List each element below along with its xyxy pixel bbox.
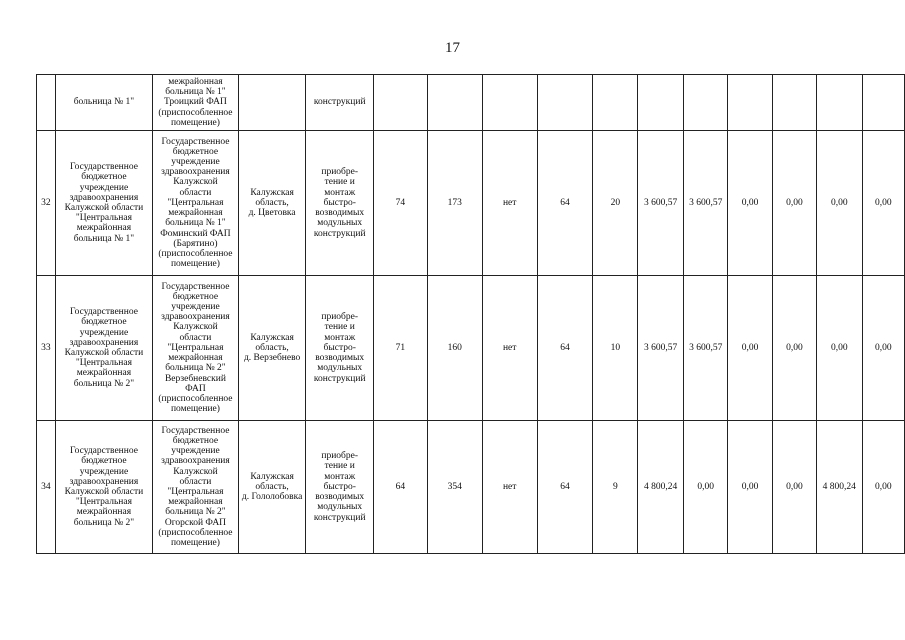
value-cell: 0,00: [862, 421, 904, 554]
value-cell: 3 600,57: [683, 276, 728, 421]
row-number-cell: 33: [37, 276, 56, 421]
locality-cell: Калужская область, д. Верзебнево: [238, 276, 306, 421]
work-type-cell: конструкций: [306, 75, 374, 131]
value-cell: 71: [374, 276, 428, 421]
value-cell: 0,00: [862, 276, 904, 421]
value-cell: [593, 75, 638, 131]
value-cell: нет: [482, 276, 537, 421]
fap-cell: Государственное бюджетное учреждение здравоохранения Калужской области "Центральная межрайонная больница № 2" Огорской ФАП (приспособленное помещение): [153, 421, 239, 554]
fap-cell: Государственное бюджетное учреждение здравоохранения Калужской области "Центральная межрайонная больница № 1" Фоминский ФАП (Барятино) (приспособленное помещение): [153, 131, 239, 276]
value-cell: [427, 75, 482, 131]
value-cell: 173: [427, 131, 482, 276]
value-cell: 0,00: [817, 131, 863, 276]
value-cell: 0,00: [683, 421, 728, 554]
value-cell: нет: [482, 131, 537, 276]
row-number-cell: [37, 75, 56, 131]
value-cell: 74: [374, 131, 428, 276]
value-cell: 0,00: [728, 276, 772, 421]
value-cell: 0,00: [772, 421, 816, 554]
locality-cell: [238, 75, 306, 131]
work-type-cell: приобре- тение и монтаж быстро- возводимых модульных конструкций: [306, 276, 374, 421]
value-cell: 0,00: [728, 421, 772, 554]
table-row: [37, 421, 905, 554]
value-cell: 0,00: [772, 276, 816, 421]
institution-cell: больница № 1": [55, 75, 152, 131]
institution-cell: Государственное бюджетное учреждение здравоохранения Калужской области "Центральная межрайонная больница № 2": [55, 276, 152, 421]
value-cell: нет: [482, 421, 537, 554]
value-cell: 0,00: [862, 131, 904, 276]
value-cell: 64: [374, 421, 428, 554]
value-cell: 64: [537, 276, 593, 421]
value-cell: 0,00: [817, 276, 863, 421]
value-cell: 64: [537, 131, 593, 276]
value-cell: [817, 75, 863, 131]
institution-cell: Государственное бюджетное учреждение здравоохранения Калужской области "Центральная межрайонная больница № 2": [55, 421, 152, 554]
value-cell: 10: [593, 276, 638, 421]
row-number-cell: 34: [37, 421, 56, 554]
fap-cell: межрайонная больница № 1" Троицкий ФАП (приспособленное помещение): [153, 75, 239, 131]
value-cell: [537, 75, 593, 131]
value-cell: 354: [427, 421, 482, 554]
value-cell: 64: [537, 421, 593, 554]
value-cell: 0,00: [772, 131, 816, 276]
value-cell: 9: [593, 421, 638, 554]
facilities-table: [36, 74, 905, 554]
value-cell: [374, 75, 428, 131]
value-cell: 20: [593, 131, 638, 276]
value-cell: 160: [427, 276, 482, 421]
value-cell: [638, 75, 684, 131]
row-number-cell: 32: [37, 131, 56, 276]
value-cell: [772, 75, 816, 131]
fap-cell: Государственное бюджетное учреждение здравоохранения Калужской области "Центральная межрайонная больница № 2" Верзебневский ФАП (приспособленное помещение): [153, 276, 239, 421]
work-type-cell: приобре- тение и монтаж быстро- возводимых модульных конструкций: [306, 131, 374, 276]
value-cell: 3 600,57: [638, 276, 684, 421]
table-row: [37, 276, 905, 421]
value-cell: [482, 75, 537, 131]
locality-cell: Калужская область, д. Гололобовка: [238, 421, 306, 554]
table-row: [37, 131, 905, 276]
value-cell: 3 600,57: [683, 131, 728, 276]
value-cell: 3 600,57: [638, 131, 684, 276]
page-number: 17: [445, 40, 460, 56]
institution-cell: Государственное бюджетное учреждение здравоохранения Калужской области "Центральная межрайонная больница № 1": [55, 131, 152, 276]
value-cell: [683, 75, 728, 131]
work-type-cell: приобре- тение и монтаж быстро- возводимых модульных конструкций: [306, 421, 374, 554]
value-cell: 4 800,24: [638, 421, 684, 554]
locality-cell: Калужская область, д. Цветовка: [238, 131, 306, 276]
value-cell: 4 800,24: [817, 421, 863, 554]
value-cell: [728, 75, 772, 131]
value-cell: 0,00: [728, 131, 772, 276]
value-cell: [862, 75, 904, 131]
table-row-continued: [37, 75, 905, 131]
